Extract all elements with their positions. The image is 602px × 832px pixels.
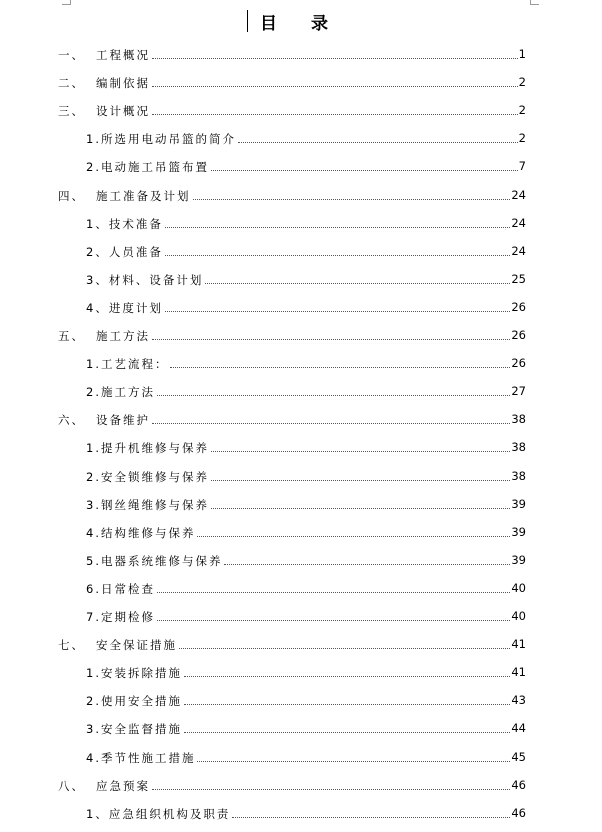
toc-entry[interactable] (0, 553, 602, 571)
toc-entry[interactable] (0, 75, 602, 93)
toc-entry-number: 四、 (58, 188, 85, 203)
toc-entry[interactable] (0, 806, 602, 824)
toc-entry-label: 1、技术准备 (86, 216, 163, 231)
toc-entry-label: 应急预案 (96, 778, 150, 793)
toc-dot-leader (197, 761, 510, 762)
toc-dot-leader (157, 620, 510, 621)
toc-entry-number: 一、 (58, 48, 85, 62)
toc-dot-leader (193, 199, 510, 200)
toc-entry-page: 41 (511, 637, 526, 652)
toc-entry[interactable] (0, 469, 602, 487)
toc-entry[interactable] (0, 356, 602, 374)
toc-entry[interactable] (0, 609, 602, 627)
toc-entry-label: 4、进度计划 (86, 300, 163, 315)
toc-entry-label: 施工方法 (96, 329, 150, 343)
toc-entry-label: 2.施工方法 (86, 385, 155, 400)
toc-entry-label: 1.所选用电动吊篮的简介 (86, 132, 236, 147)
toc-entry-page: 2 (518, 103, 526, 118)
toc-title: 目 录 (260, 14, 342, 34)
toc-entry[interactable] (0, 750, 602, 768)
toc-entry[interactable] (0, 300, 602, 318)
toc-dot-leader (179, 648, 510, 649)
toc-entry[interactable] (0, 665, 602, 683)
toc-entry-label: 1.提升机维修与保养 (86, 441, 209, 456)
toc-entry[interactable] (0, 637, 602, 655)
toc-entry-number: 七、 (58, 638, 85, 653)
toc-entry[interactable] (0, 721, 602, 739)
toc-dot-leader (211, 170, 518, 171)
toc-entry-page: 24 (511, 243, 526, 258)
margin-corner-right (530, 0, 539, 5)
toc-entry[interactable] (0, 384, 602, 402)
toc-entry[interactable] (0, 244, 602, 262)
toc-entry[interactable] (0, 159, 602, 177)
toc-dot-leader (238, 142, 518, 143)
toc-entry[interactable] (0, 778, 602, 796)
toc-entry-label: 2.电动施工吊篮布置 (86, 160, 209, 175)
toc-entry-page: 27 (511, 384, 526, 399)
toc-dot-leader (152, 86, 518, 87)
toc-entry-label: 设计概况 (96, 104, 150, 119)
toc-entry-label: 1、应急组织机构及职责 (86, 806, 231, 821)
toc-dot-leader (152, 114, 518, 115)
toc-entry[interactable] (0, 525, 602, 543)
toc-entry-label: 3.钢丝绳维修与保养 (86, 497, 209, 512)
toc-entry-page: 24 (511, 215, 526, 230)
toc-entry-label: 3、材料、设备计划 (86, 272, 204, 287)
toc-entry-page: 38 (511, 412, 526, 427)
toc-entry-label: 1.工艺流程： (86, 357, 169, 372)
toc-entry-page: 2 (518, 75, 526, 90)
toc-dot-leader (170, 367, 510, 368)
toc-entry-page: 45 (511, 749, 526, 764)
toc-entry-page: 40 (511, 609, 526, 623)
toc-entry[interactable] (0, 272, 602, 290)
toc-entry-label: 安全保证措施 (96, 638, 177, 653)
toc-dot-leader (197, 536, 510, 537)
toc-entry[interactable] (0, 412, 602, 430)
toc-entry-number: 八、 (58, 778, 85, 793)
toc-entry-label: 2.安全锁维修与保养 (86, 469, 209, 484)
toc-entry-page: 39 (511, 524, 526, 539)
toc-entry-number: 五、 (58, 329, 85, 343)
text-cursor (247, 10, 248, 32)
toc-entry[interactable] (0, 103, 602, 121)
toc-entry-page: 46 (511, 777, 526, 792)
toc-dot-leader (157, 395, 510, 396)
toc-entry-page: 39 (511, 552, 526, 567)
toc-entry-number: 六、 (58, 413, 85, 428)
toc-entry-label: 6.日常检查 (86, 581, 155, 596)
toc-entry-page: 44 (511, 721, 526, 736)
toc-dot-leader (224, 564, 510, 565)
toc-entry-label: 3.安全监督措施 (86, 722, 182, 737)
toc-entry-page: 24 (511, 187, 526, 202)
toc-entry-label: 4.结构维修与保养 (86, 525, 196, 540)
toc-entry-label: 4.季节性施工措施 (86, 750, 196, 765)
toc-entry-page: 26 (511, 299, 526, 314)
toc-entry-page: 38 (511, 468, 526, 483)
toc-entry[interactable] (0, 188, 602, 206)
toc-entry-label: 工程概况 (96, 48, 150, 62)
toc-entry-page: 26 (511, 328, 526, 342)
toc-dot-leader (184, 732, 510, 733)
toc-entry-page: 46 (511, 805, 526, 820)
toc-dot-leader (205, 283, 510, 284)
toc-entry-label: 2.使用安全措施 (86, 694, 182, 709)
toc-entry-number: 三、 (58, 104, 85, 119)
toc-entry-label: 5.电器系统维修与保养 (86, 553, 223, 568)
toc-entry-page: 1 (518, 47, 526, 61)
toc-entry-page: 2 (518, 131, 526, 146)
toc-entry-page: 38 (511, 440, 526, 455)
toc-dot-leader (184, 704, 510, 705)
toc-dot-leader (165, 255, 510, 256)
toc-entry-page: 40 (511, 580, 526, 595)
toc-dot-leader (157, 592, 510, 593)
toc-entry[interactable] (0, 581, 602, 599)
toc-dot-leader (184, 676, 510, 677)
toc-dot-leader (211, 451, 510, 452)
toc-entry-label: 7.定期检修 (86, 610, 155, 624)
margin-corner-left (62, 0, 71, 5)
toc-entry-page: 39 (511, 496, 526, 511)
toc-dot-leader (152, 423, 510, 424)
toc-entry[interactable] (0, 440, 602, 458)
toc-dot-leader (165, 227, 510, 228)
toc-entry-label: 施工准备及计划 (96, 188, 191, 203)
toc-entry-label: 1.安装拆除措施 (86, 666, 182, 681)
toc-entry[interactable] (0, 497, 602, 515)
toc-entry-page: 26 (511, 356, 526, 371)
toc-entry-page: 41 (511, 665, 526, 680)
toc-entry-page: 43 (511, 693, 526, 708)
toc-entry-label: 编制依据 (96, 76, 150, 91)
toc-entry[interactable] (0, 693, 602, 711)
toc-dot-leader (232, 817, 510, 818)
toc-entry-label: 设备维护 (96, 413, 150, 428)
toc-entry[interactable] (0, 328, 602, 346)
toc-dot-leader (165, 311, 510, 312)
toc-entry-number: 二、 (58, 76, 85, 91)
toc-entry-page: 7 (518, 159, 526, 174)
toc-dot-leader (152, 58, 518, 59)
toc-entry[interactable] (0, 216, 602, 234)
toc-dot-leader (152, 789, 510, 790)
toc-dot-leader (152, 339, 510, 340)
toc-dot-leader (211, 508, 510, 509)
toc-dot-leader (211, 480, 510, 481)
toc-entry[interactable] (0, 131, 602, 149)
toc-entry[interactable] (0, 47, 602, 65)
toc-entry-label: 2、人员准备 (86, 244, 163, 259)
toc-entry-page: 25 (511, 271, 526, 286)
